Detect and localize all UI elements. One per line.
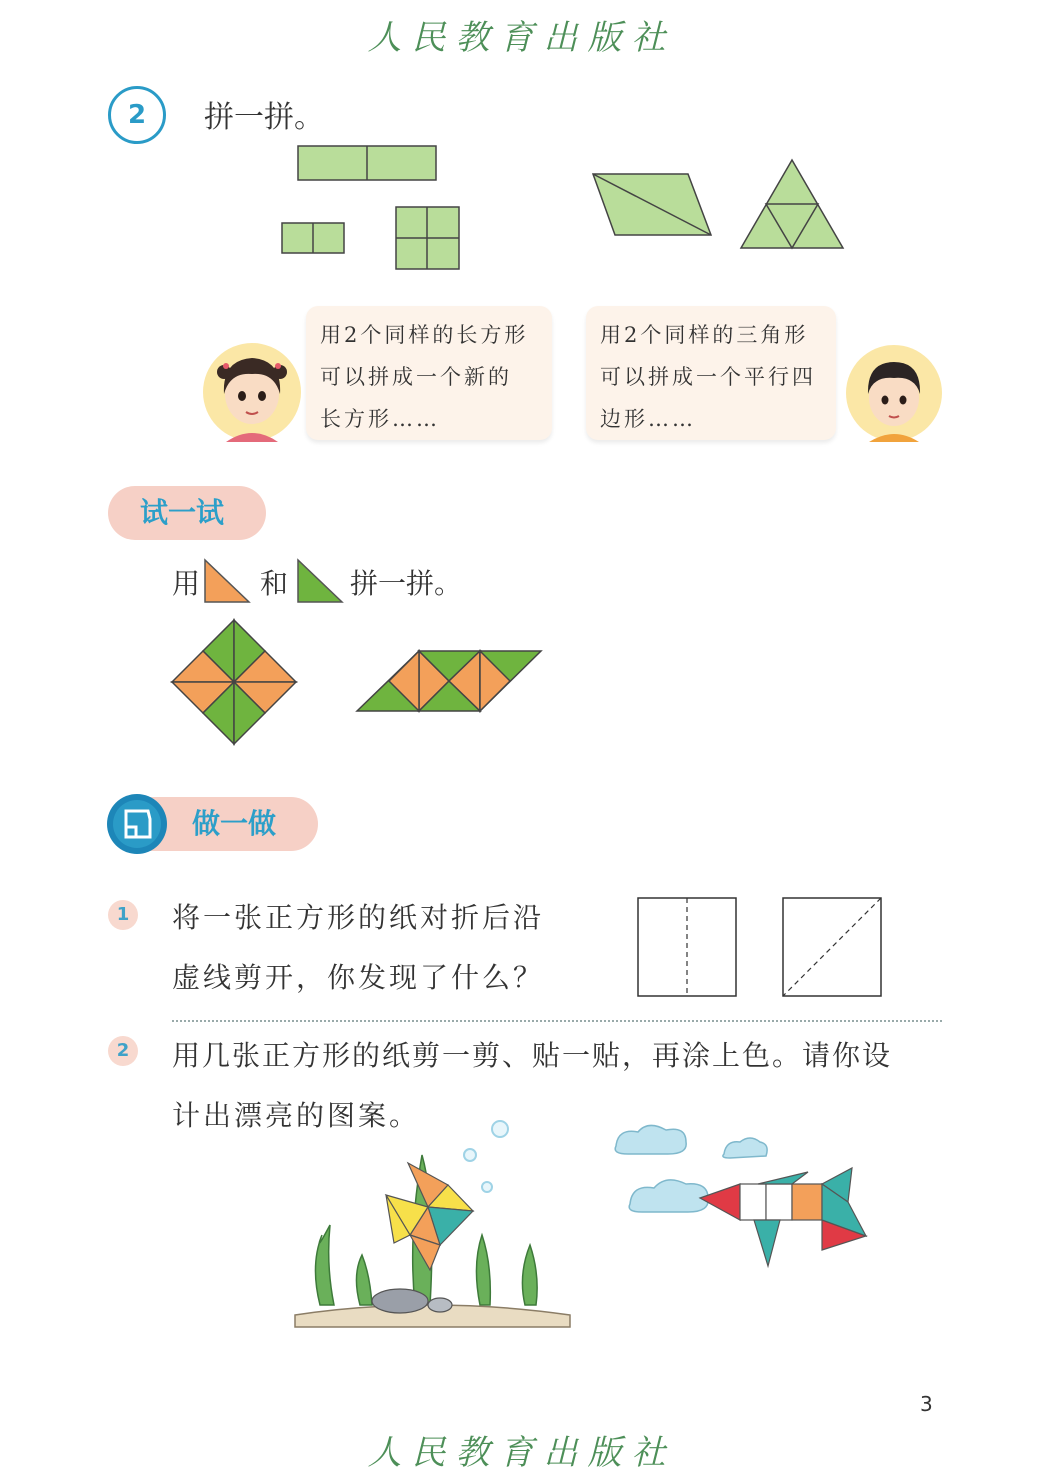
green-triangle-piece bbox=[296, 558, 344, 604]
shape-combination-figures bbox=[0, 0, 1043, 300]
orange-triangle-piece bbox=[203, 558, 251, 604]
folded-square-diagrams bbox=[630, 890, 890, 1005]
publisher-watermark-top: 人民教育出版社 bbox=[367, 18, 676, 58]
item-number-2: 2 bbox=[108, 1036, 138, 1066]
bubble-line: 边形…… bbox=[600, 407, 696, 431]
do-it-icon bbox=[106, 793, 168, 855]
item2-line1: 用几张正方形的纸剪一剪、贴一贴，再涂上色。请你设 bbox=[172, 1039, 893, 1072]
item1-line1: 将一张正方形的纸对折后沿 bbox=[172, 901, 545, 934]
try-text-use: 用 bbox=[172, 567, 201, 600]
item2-line2: 计出漂亮的图案。 bbox=[172, 1099, 421, 1132]
boy-speech-bubble bbox=[586, 306, 836, 440]
publisher-watermark-bottom: 人民教育出版社 bbox=[367, 1433, 676, 1473]
item1-line2: 虚线剪开，你发现了什么？ bbox=[172, 961, 545, 994]
item-number-1: 1 bbox=[108, 900, 138, 930]
rocket-clouds-illustration bbox=[608, 1120, 878, 1270]
bubble-line: 可以拼成一个平行四 bbox=[600, 365, 816, 389]
bubble-line: 用2个同样的三角形 bbox=[600, 323, 809, 347]
try-it-label: 试一试 bbox=[108, 486, 266, 540]
triangle-patterns bbox=[0, 600, 600, 760]
section-title: 拼一拼。 bbox=[204, 100, 324, 135]
try-text-and: 和 bbox=[260, 567, 289, 600]
do-it-label: 做一做 bbox=[120, 797, 318, 851]
bubble-line: 可以拼成一个新的 bbox=[320, 365, 512, 389]
girl-avatar bbox=[202, 342, 302, 442]
divider bbox=[172, 1020, 942, 1022]
section-number-badge: 2 bbox=[108, 86, 166, 144]
try-text-end: 拼一拼。 bbox=[350, 567, 463, 600]
bubble-line: 用2个同样的长方形 bbox=[320, 323, 529, 347]
page-number: 3 bbox=[920, 1392, 933, 1416]
fish-seaweed-illustration bbox=[290, 1115, 580, 1335]
girl-speech-bubble bbox=[306, 306, 552, 440]
boy-avatar bbox=[845, 344, 943, 442]
bubble-line: 长方形…… bbox=[320, 407, 440, 431]
